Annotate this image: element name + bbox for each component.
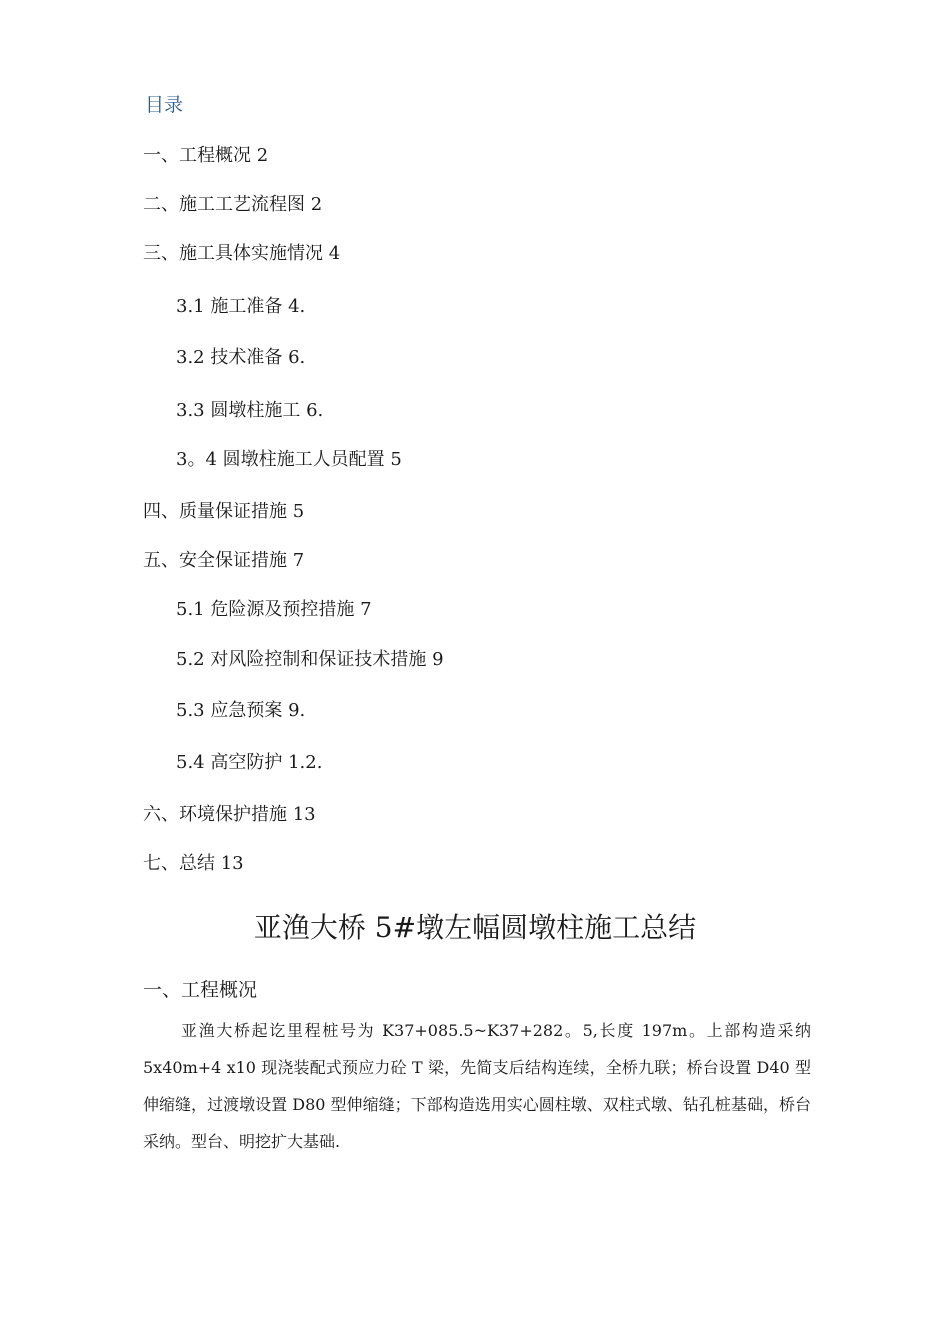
toc-title: 目录 (145, 94, 184, 116)
toc-subentry[interactable]: 5.3 应急预案 9. (176, 700, 306, 721)
toc-entry[interactable]: 五、安全保证措施 7 (143, 550, 305, 571)
document-title: 亚渔大桥 5#墩左幅圆墩柱施工总结 (253, 911, 697, 944)
toc-subentry[interactable]: 3。4 圆墩柱施工人员配置 5 (176, 449, 402, 470)
toc-subentry[interactable]: 3.1 施工准备 4. (176, 296, 306, 317)
toc-entry[interactable]: 六、环境保护措施 13 (143, 804, 316, 825)
toc-entry[interactable]: 一、工程概况 2 (143, 145, 269, 166)
toc-subentry[interactable]: 3.2 技术准备 6. (176, 347, 306, 368)
toc-entry[interactable]: 二、施工工艺流程图 2 (143, 194, 323, 215)
toc-entry[interactable]: 七、总结 13 (143, 853, 244, 874)
toc-entry[interactable]: 三、施工具体实施情况 4 (143, 243, 341, 264)
toc-entry[interactable]: 四、质量保证措施 5 (143, 501, 305, 522)
toc-subentry[interactable]: 3.3 圆墩柱施工 6. (176, 400, 324, 421)
section-heading: 一、工程概况 (143, 979, 258, 1001)
toc-subentry[interactable]: 5.1 危险源及预控措施 7 (176, 599, 372, 620)
toc-subentry[interactable]: 5.4 高空防护 1.2. (176, 752, 323, 773)
toc-subentry[interactable]: 5.2 对风险控制和保证技术措施 9 (176, 649, 444, 670)
body-paragraph: 亚渔大桥起讫里程桩号为 K37+085.5~K37+282。5,长度 197m。上部构造采纳 5x40m+4 x10 现浇装配式预应力砼 T 梁，先简支后结构连续，全桥九联；桥台设置 D40 型伸缩缝，过渡墩设置 D80 型伸缩缝；下部构造选用实心圆柱墩、双柱式墩、钻孔桩基础，桥台采纳。型台、明挖扩大基础. (143, 1021, 811, 1151)
